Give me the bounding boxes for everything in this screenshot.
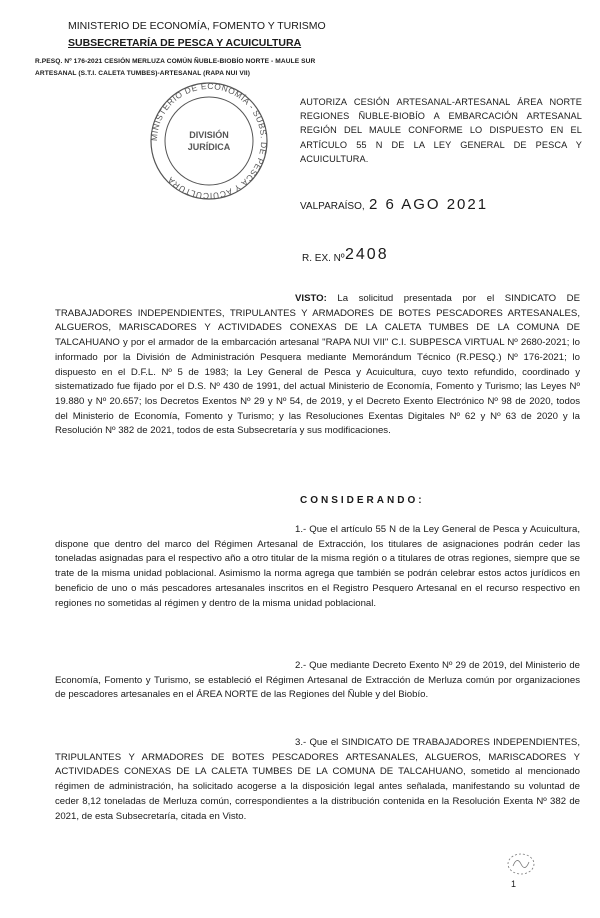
date-stamp: 2 6 AGO 2021 xyxy=(369,196,489,213)
visto-label: VISTO: xyxy=(295,293,327,304)
resolution-summary: AUTORIZA CESIÓN ARTESANAL-ARTESANAL ÁREA NORTE REGIONES ÑUBLE-BIOBÍO A EMBARCACIÓN ARTESANAL REGIÓN DEL MAULE CONFORME LO DISPUESTO EN EL ARTÍCULO 55 N DE LA LEY GENERAL DE PESCA Y ACUICULTURA. xyxy=(300,97,582,164)
resolution-label: R. EX. Nº xyxy=(302,253,345,264)
considerando-1-text: 1.- Que el artículo 55 N de la Ley General de Pesca y Acuicultura, dispone que dentro del marco del Régimen Artesanal de Extracción, los titulares de asignaciones podrán ceder las toneladas asignadas para el respectivo año a otro titular de la misma región o a titulares de otras regiones, siempre que se trate de la misma unidad poblacional. Asimismo la norma agrega que también se podrán celebrar estos actos jurídicos en beneficio de uno o más pescadores artesanales inscritos en el Registro Pesquero Artesanal en el recurso respectivo en regiones no sometidas al régimen y dentro de la misma unidad poblacional. xyxy=(55,524,580,609)
stamp-center-line-1: DIVISIÓN xyxy=(189,130,229,140)
considerando-2 xyxy=(55,659,580,703)
considerando-2-text: 2.- Que mediante Decreto Exento Nº 29 de 2019, del Ministerio de Economía, Fomento y Turismo, se estableció el Régimen Artesanal de Extracción de Merluza común por organizaciones de pescadores artesanales en el ÁREA NORTE de las Regiones del Ñuble y del Biobío. xyxy=(55,660,580,701)
division-juridica-stamp xyxy=(140,80,278,202)
visto-text: La solicitud presentada por el SINDICATO DE TRABAJADORES INDEPENDIENTES, TRIPULANTES Y ARMADORES DE BOTES PESCADORES ARTESANALES, ALGUEROS, MARISCADORES Y ACTIVIDADES CONEXAS DE LA CALETA TUMBES DE LA COMUNA DE TALCAHUANO y por el armador de la embarcación artesanal "RAPA NUI VII" C.I. SUBPESCA VIRTUAL Nº 2680-2021; lo informado por la División de Administración Pesquera mediante Memorándum Técnico (R.PESQ.) Nº 176-2021; lo dispuesto en el D.F.L. Nº 5 de 1983; la Ley General de Pesca y Acuicultura, cuyo texto refundido, coordinado y sistematizado fue fijado por el D.S. Nº 430 de 1991, del actual Ministerio de Economía, Fomento y Turismo; las Leyes Nº 19.880 y Nº 20.657; los Decretos Exentos Nº 29 y Nº 54, de 2019, y el Decreto Exento Electrónico Nº 98 de 2020, todos del Ministerio de Economía, Fomento y Turismo; y las Resoluciones Exentas Digitales Nº 62 y Nº 63 de 2020 y la Resolución Nº 382 de 2021, todos de esta Subsecretaría y sus modificaciones. xyxy=(55,293,580,437)
ministry-name: MINISTERIO DE ECONOMÍA, FOMENTO Y TURISMO xyxy=(68,20,326,32)
considerando-3-text: 3.- Que el SINDICATO DE TRABAJADORES INDEPENDIENTES, TRIPULANTES Y ARMADORES DE BOTES PESCADORES ARTESANALES, ALGUEROS, MARISCADORES Y ACTIVIDADES CONEXAS DE LA CALETA TUMBES DE LA COMUNA DE TALCAHUANO, sometido al mencionado régimen de administración, ha solicitado acogerse a la disposición legal antes señalada, manifestando su voluntad de ceder 8,12 toneladas de Merluza común, correspondientes a la distribución contenida en la Resolución Exenta Nº 382 de 2021, de esta Subsecretaría, citada en Visto. xyxy=(55,737,580,822)
stamp-center-line-2: JURÍDICA xyxy=(187,142,231,152)
considerando-1 xyxy=(55,523,580,611)
place: VALPARAÍSO, xyxy=(300,201,365,212)
resolution-number: 2408 xyxy=(345,246,389,263)
visto-section xyxy=(55,292,580,439)
svg-text:MINISTERIO DE ECONOMÍA - SUBS. xyxy=(149,81,269,201)
page-number: 1 xyxy=(511,879,517,889)
stamp-graphic xyxy=(140,80,278,202)
reference-line-2: ARTESANAL (S.T.I. CALETA TUMBES)-ARTESANAL (RAPA NUI VII) xyxy=(35,70,250,77)
reference-line-1: R.PESQ. Nº 176-2021 CESIÓN MERLUZA COMÚN ÑUBLE-BIOBÍO NORTE - MAULE SUR xyxy=(35,58,316,65)
initials-mark xyxy=(505,850,537,878)
considerando-3 xyxy=(55,736,580,824)
considerando-title: CONSIDERANDO: xyxy=(300,495,425,506)
stamp-ring-text: MINISTERIO DE ECONOMÍA - SUBS. DE PESCA Y ACUICULTURA xyxy=(148,80,270,202)
subsecretaria-name: SUBSECRETARÍA DE PESCA Y ACUICULTURA xyxy=(68,37,302,49)
